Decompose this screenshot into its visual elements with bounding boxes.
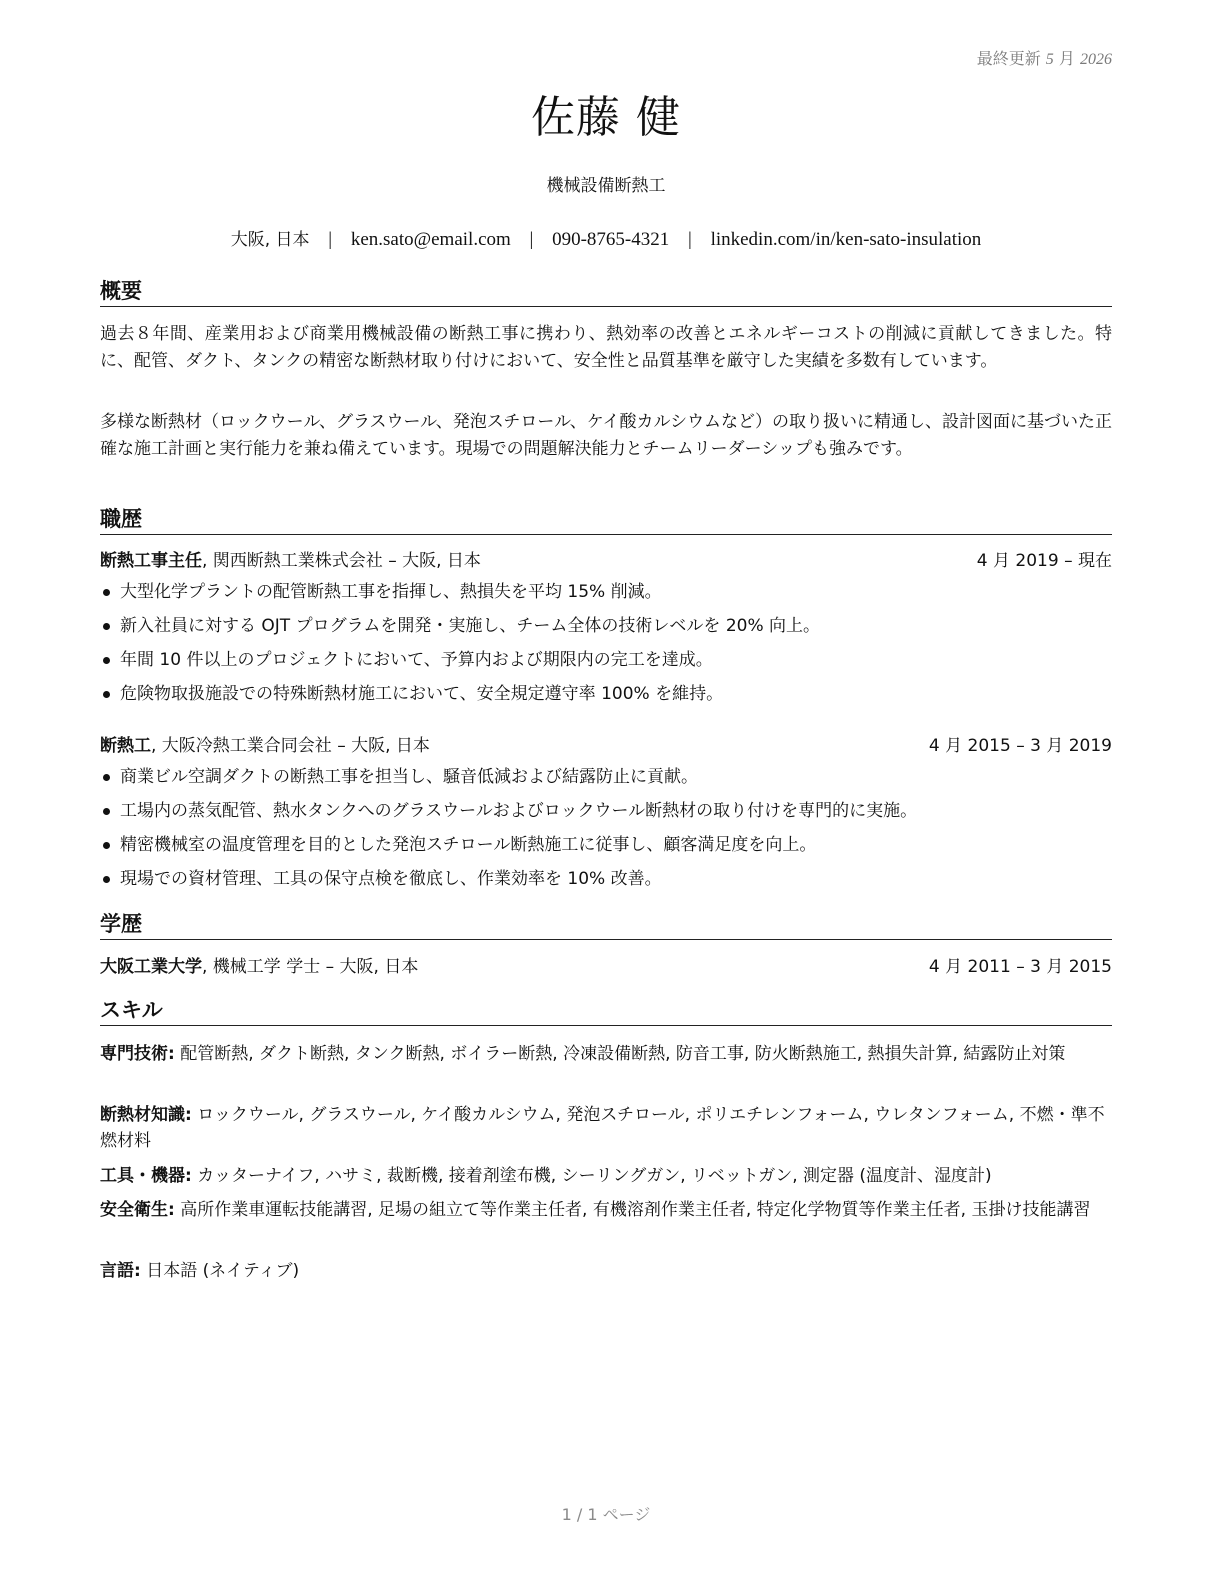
summary-paragraph: 多様な断熱材（ロックウール、グラスウール、発泡スチロール、ケイ酸カルシウムなど）の取り扱いに精通し、設計図面に基づいた正確な施工計画と実行能力を兼ね備えています。現場での問題解決能力とチームリーダーシップも強みです。 (100, 412, 1112, 459)
resume-page (100, 0, 1112, 1584)
contact-location: 大阪, 日本 (230, 230, 310, 250)
job-bullets (100, 764, 1112, 900)
contact-phone[interactable]: 090-8765-4321 (552, 229, 670, 250)
job-bullet: 大型化学プラントの配管断熱工事を指揮し、熱損失を平均 15% 削減。 (100, 579, 1112, 613)
contact-separator: | (688, 229, 692, 250)
contact-separator: | (529, 229, 534, 250)
education-school: 大阪工業大学 (100, 957, 202, 977)
section-title-education: 学歴 (100, 911, 1112, 940)
job-bullet: 現場での資材管理、工具の保守点検を徹底し、作業効率を 10% 改善。 (100, 866, 1112, 900)
job-bullet: 工場内の蒸気配管、熱水タンクへのグラスウールおよびロックウール断熱材の取り付けを専門的に実施。 (100, 798, 1112, 832)
job-header (100, 548, 1112, 574)
skill-label: 専門技術: (100, 1044, 175, 1064)
skill-label: 工具・機器: (100, 1166, 192, 1186)
skill-line (100, 1258, 1112, 1284)
last-updated (977, 46, 1112, 69)
job-header (100, 733, 1112, 759)
last-updated-month: 5 (1045, 51, 1054, 68)
job-bullet: 精密機械室の温度管理を目的とした発泡スチロール断熱施工に従事し、顧客満足度を向上。 (100, 832, 1112, 866)
job-bullets (100, 579, 1112, 715)
skill-label: 言語: (100, 1261, 141, 1281)
skill-value: 日本語 (ネイティブ) (140, 1261, 300, 1281)
skill-line (100, 1041, 1112, 1067)
skill-label: 安全衛生: (100, 1200, 175, 1220)
job-bullet: 危険物取扱施設での特殊断熱材施工において、安全規定遵守率 100% を維持。 (100, 681, 1112, 715)
skill-line (100, 1163, 1112, 1189)
section-title-summary: 概要 (100, 278, 1112, 307)
last-updated-prefix: 最終更新 (976, 49, 1041, 68)
job-dates: 4 月 2019 – 現在 (976, 551, 1112, 571)
skill-value: 配管断熱, ダクト断熱, タンク断熱, ボイラー断熱, 冷凍設備断熱, 防音工事, 防火断熱施工, 熱損失計算, 結露防止対策 (174, 1044, 1066, 1064)
job-company: , 大阪冷熱工業合同会社 – 大阪, 日本 (151, 736, 430, 756)
job-bullet: 商業ビル空調ダクトの断熱工事を担当し、騒音低減および結露防止に貢献。 (100, 764, 1112, 798)
skill-line (100, 1197, 1112, 1223)
job-bullet: 年間 10 件以上のプロジェクトにおいて、予算内および期限内の完工を達成。 (100, 647, 1112, 681)
skill-value: ロックウール, グラスウール, ケイ酸カルシウム, 発泡スチロール, ポリエチレンフォーム, ウレタンフォーム, 不燃・準不燃材料 (100, 1105, 1105, 1151)
education-entry (100, 954, 1112, 980)
person-name: 佐藤 健 (531, 92, 681, 143)
skill-line (100, 1102, 1112, 1154)
education-detail: , 機械工学 学士 – 大阪, 日本 (202, 957, 419, 977)
job-bullet: 新入社員に対する OJT プログラムを開発・実施し、チーム全体の技術レベルを 20% 向上。 (100, 613, 1112, 647)
skill-value: カッターナイフ, ハサミ, 裁断機, 接着剤塗布機, シーリングガン, リベットガン, 測定器 (温度計、湿度計) (191, 1166, 992, 1186)
skill-label: 断熱材知識: (100, 1105, 192, 1125)
contact-line (100, 225, 1112, 251)
last-updated-month-unit: 月 (1058, 49, 1075, 68)
contact-separator: | (328, 229, 333, 250)
job-role: 断熱工事主任 (100, 551, 202, 571)
summary-paragraph: 過去８年間、産業用および商業用機械設備の断熱工事に携わり、熱効率の改善とエネルギーコストの削減に貢献してきました。特に、配管、ダクト、タンクの精密な断熱材取り付けにおいて、安全性と品質基準を厳守した実績を多数有しています。 (100, 324, 1112, 371)
job-dates: 4 月 2015 – 3 月 2019 (928, 736, 1112, 756)
skill-value: 高所作業車運転技能講習, 足場の組立て等作業主任者, 有機溶剤作業主任者, 特定化学物質等作業主任者, 玉掛け技能講習 (174, 1200, 1091, 1220)
section-title-skills: スキル (100, 997, 1112, 1026)
last-updated-year: 2026 (1080, 51, 1112, 68)
section-title-experience: 職歴 (100, 506, 1112, 535)
contact-linkedin[interactable]: linkedin.com/in/ken-sato-insulation (710, 229, 982, 250)
job-headline: 機械設備断熱工 (546, 176, 666, 196)
job-company: , 関西断熱工業株式会社 – 大阪, 日本 (202, 551, 481, 571)
education-dates: 4 月 2011 – 3 月 2015 (928, 957, 1112, 977)
job-role: 断熱工 (100, 736, 151, 756)
contact-email[interactable]: ken.sato@email.com (350, 229, 511, 250)
page-indicator: 1 / 1 ページ (561, 1505, 651, 1524)
